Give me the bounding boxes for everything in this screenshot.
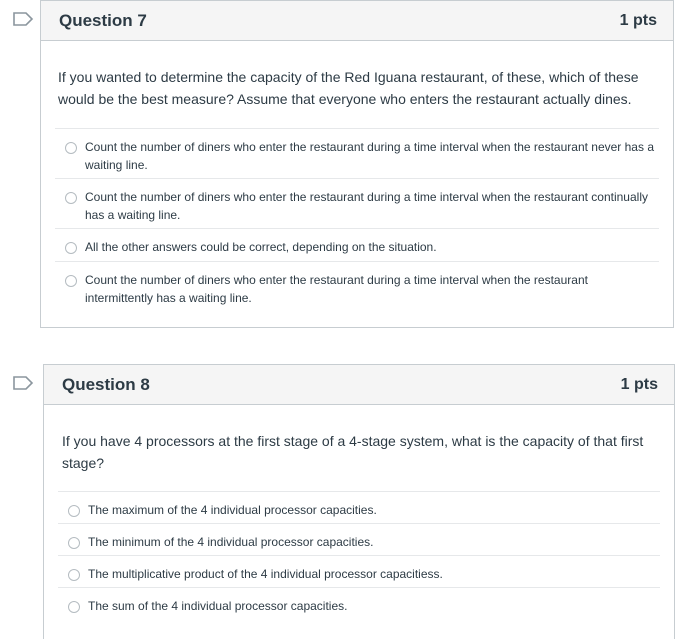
radio-button[interactable] [68,505,80,517]
answer-option[interactable] [55,128,659,174]
answer-option[interactable] [55,178,659,224]
flag-question-icon[interactable] [12,11,34,27]
answer-option[interactable] [55,228,659,256]
answer-label: Count the number of diners who enter the restaurant during a time interval when the restaurant intermittently has a waiting line. [85,273,588,305]
answer-label: The maximum of the 4 individual processor capacities. [88,503,377,517]
answer-label: Count the number of diners who enter the restaurant during a time interval when the restaurant continually has a waiting line. [85,190,648,222]
question-header [41,1,673,41]
question-points: 1 pts [619,11,657,29]
answer-label: The minimum of the 4 individual processor capacities. [88,535,374,549]
radio-button[interactable] [65,142,77,154]
answer-label: Count the number of diners who enter the restaurant during a time interval when the restaurant never has a waiting line. [85,140,654,172]
question-header [44,365,674,405]
question-points: 1 pts [620,375,658,393]
question-text: If you have 4 processors at the first stage of a 4-stage system, what is the capacity of that first stage? [62,433,644,471]
question-8 [43,364,675,639]
radio-button[interactable] [68,569,80,581]
radio-button[interactable] [65,275,77,287]
flag-question-icon[interactable] [12,375,34,391]
radio-button[interactable] [68,537,80,549]
question-7 [40,0,674,328]
answer-label: The sum of the 4 individual processor capacities. [88,599,348,613]
radio-button[interactable] [65,192,77,204]
answer-option[interactable] [58,523,660,551]
question-text: If you wanted to determine the capacity of the Red Iguana restaurant, of these, which of these would be the best measure? Assume that everyone who enters the restaurant actually dines. [58,69,639,107]
answer-option[interactable] [58,555,660,583]
radio-button[interactable] [68,601,80,613]
answer-option[interactable] [58,491,660,519]
answer-option[interactable] [55,261,659,307]
question-title: Question 8 [62,374,150,394]
radio-button[interactable] [65,242,77,254]
answer-label: The multiplicative product of the 4 individual processor capacitiess. [88,567,443,581]
answer-label: All the other answers could be correct, depending on the situation. [85,240,437,254]
question-title: Question 7 [59,10,147,30]
answer-option[interactable] [58,587,660,615]
